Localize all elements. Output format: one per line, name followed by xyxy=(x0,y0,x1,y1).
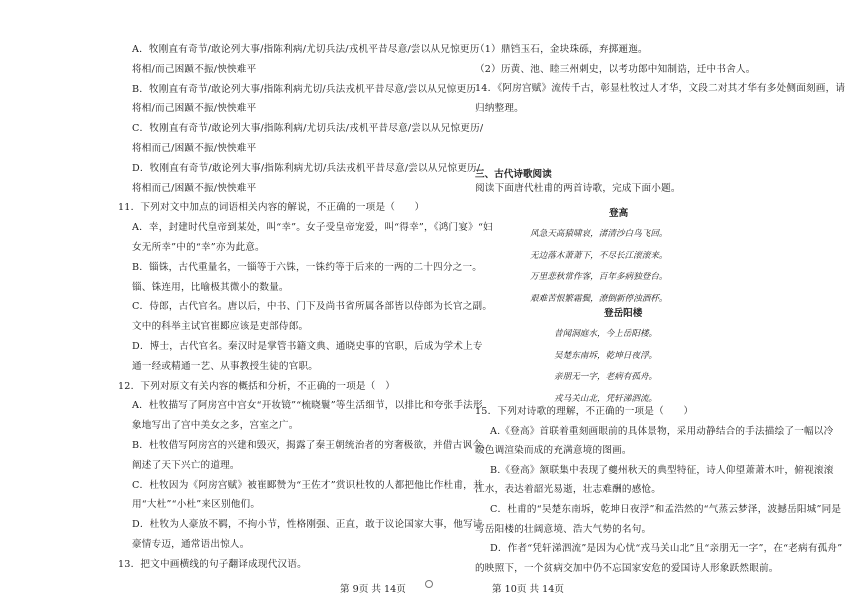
text-line: 江水，表达着韶光易逝，壮志难酬的感怆。 xyxy=(475,484,662,496)
text-line: 14．《阿房宫赋》流传千古，彰显杜牧过人才华，文段二对其才华有多处侧面刻画，请 xyxy=(475,83,846,94)
poem2-title: 登岳阳楼 xyxy=(604,308,643,319)
poem-line: 风急天高猿啸哀，渚清沙白鸟飞回。 xyxy=(530,229,668,239)
poem-line: 戎马关山北，凭轩涕泗流。 xyxy=(554,393,658,404)
poem-line: 万里悲秋常作客，百年多病独登台。 xyxy=(530,272,668,282)
text-line: 豪情专迈，通常语出惊人。 xyxy=(132,539,250,550)
section-heading: 三、古代诗歌阅读 xyxy=(475,169,552,180)
text-line: D．博士，古代官名。秦汉时是掌管书籍文典、通晓史事的官职，后成为学术上专 xyxy=(132,341,483,352)
text-line: C．杜牧因为《阿房宫赋》被崔郾赞为“王佐才”赏识杜牧的人都把他比作杜甫，并 xyxy=(132,479,483,491)
text-line: B．牧刚直有奇节/敢论列大事/指陈利病尤切/兵法戎机平昔尽意/尝以从兄惊更历 xyxy=(132,83,477,95)
text-line: 阐述了天下兴亡的道理。 xyxy=(132,459,240,471)
text-line: 15．下列对诗歌的理解，不正确的一项是（ ） xyxy=(475,406,694,417)
text-line: A．牧刚直有奇节/敢论列大事/指陈利病/尤切兵法/戎机平昔尽意/尝以从兄惊更历 xyxy=(132,44,480,55)
text-line: A.《登高》首联着重刻画眼前的具体景物，采用动静结合的手法描绘了一幅以冷 xyxy=(490,425,834,437)
text-line: 将相而己/困踬不振/怏怏难平 xyxy=(132,143,257,154)
text-line: 11．下列对文中加点的词语相关内容的解说，不正确的一项是（ ） xyxy=(118,202,425,214)
text-line: 通一经或精通一艺、从事教授生徒的官职。 xyxy=(132,360,319,372)
text-line: D．杜牧为人豪放不羁，不拘小节，性格刚强、正直，敢于议论国家大事，他写诗 xyxy=(132,519,483,531)
text-line: C．侍郎，古代官名。唐以后，中书、门下及尚书省所属各部皆以侍郎为长官之副。 xyxy=(132,301,493,313)
text-line: B．锱铢，古代重量名，一锱等于六铢，一铢约等于后来的一两的二十四分之一。 xyxy=(132,261,483,273)
text-line: 12．下列对原文有关内容的概括和分析，不正确的一项是（ ） xyxy=(118,380,396,392)
text-line: A．幸，封建时代皇帝到某处，叫“幸”。女子受皇帝宠爱，叫“得幸”，《鸿门宴》“妇 xyxy=(132,222,493,234)
text-line: 象地写出了宫中美女之多，宫室之广。 xyxy=(132,420,299,432)
text-line: D．作者“凭轩涕泗流”是因为心忧“戎马关山北”且“亲朋无一字”，在“老病有孤舟” xyxy=(490,543,843,555)
text-line: 将相而己/困踬不振/怏怏难平 xyxy=(132,182,257,194)
section-intro: 阅读下面唐代杜甫的两首诗歌，完成下面小题。 xyxy=(475,183,681,194)
text-line: C．杜甫的“吴楚东南坼，乾坤日夜浮”和孟浩然的“气蒸云梦泽，波撼岳阳城”同是 xyxy=(490,504,842,515)
text-line: 将相/而己困踬不振/怏怏难平 xyxy=(132,103,257,115)
text-line: 归纳整理。 xyxy=(475,102,524,114)
text-line: 用“大杜”“小杜”来区别他们。 xyxy=(132,499,261,511)
right-page-footer: 第 10页 共 14页 xyxy=(492,584,564,595)
text-line: 写岳阳楼的壮阔意境、浩大气势的名句。 xyxy=(475,523,652,535)
poem-line: 亲朋无一字，老病有孤舟。 xyxy=(554,372,658,382)
poem-line: 吴楚东南坼，乾坤日夜浮。 xyxy=(554,350,658,361)
text-line: B.《登高》颔联集中表现了夔州秋天的典型特征，诗人仰望萧萧木叶，俯视滚滚 xyxy=(490,464,834,476)
poem-line: 昔闻洞庭水，今上岳阳楼。 xyxy=(554,329,658,339)
poem-line: 无边落木萧萧下，不尽长江滚滚来。 xyxy=(530,250,668,261)
text-line: 锱、铢连用，比喻极其微小的数量。 xyxy=(132,281,289,293)
text-line: 暖色调渲染而成的充满意境的图画。 xyxy=(475,445,632,457)
right-page xyxy=(430,0,860,607)
left-page-footer: 第 9页 共 14页 xyxy=(340,584,406,595)
text-line: 将相/而己困踬不振/怏怏难平 xyxy=(132,63,257,75)
text-line: B．杜牧借写阿房宫的兴建和毁灭，揭露了秦王朝统治者的穷奢极欲，并借古讽今， xyxy=(132,440,492,451)
text-line: A．杜牧描写了阿房宫中宫女“开妆镜”“梳晓鬟”等生活细节，以排比和夸张手法形 xyxy=(132,400,483,412)
text-line: 13．把文中画横线的句子翻译成现代汉语。 xyxy=(118,558,307,570)
text-line: 文中的科举主试官崔郾应该是吏部侍郎。 xyxy=(132,321,309,333)
text-line: （1）鼎铛玉石，金块珠砾，弃掷逦迤。 xyxy=(475,44,648,55)
text-line: C．牧刚直有奇节/敢论列大事/指陈利病/尤切兵法/戎机平昔尽意/尝以从兄惊更历/ xyxy=(132,123,484,135)
poem1-title: 登高 xyxy=(609,208,629,219)
text-line: （2）历黄、池、睦三州刺史，以考功郎中知制诰，迁中书舍人。 xyxy=(475,63,756,75)
poem-line: 艰难苦恨繁霜鬓，潦倒新停浊酒杯。 xyxy=(530,293,668,304)
text-line: 的映照下，一个贫病交加中仍不忘国家安危的爱国诗人形象跃然眼前。 xyxy=(475,562,779,574)
text-line: D．牧刚直有奇节/敢论列大事/指陈利病尤切/兵法戎机平昔尽意/尝以从兄惊更历/ xyxy=(132,162,481,174)
text-line: 女无所幸”中的“幸”亦为此意。 xyxy=(132,242,265,253)
page-divider-mark xyxy=(425,580,433,588)
